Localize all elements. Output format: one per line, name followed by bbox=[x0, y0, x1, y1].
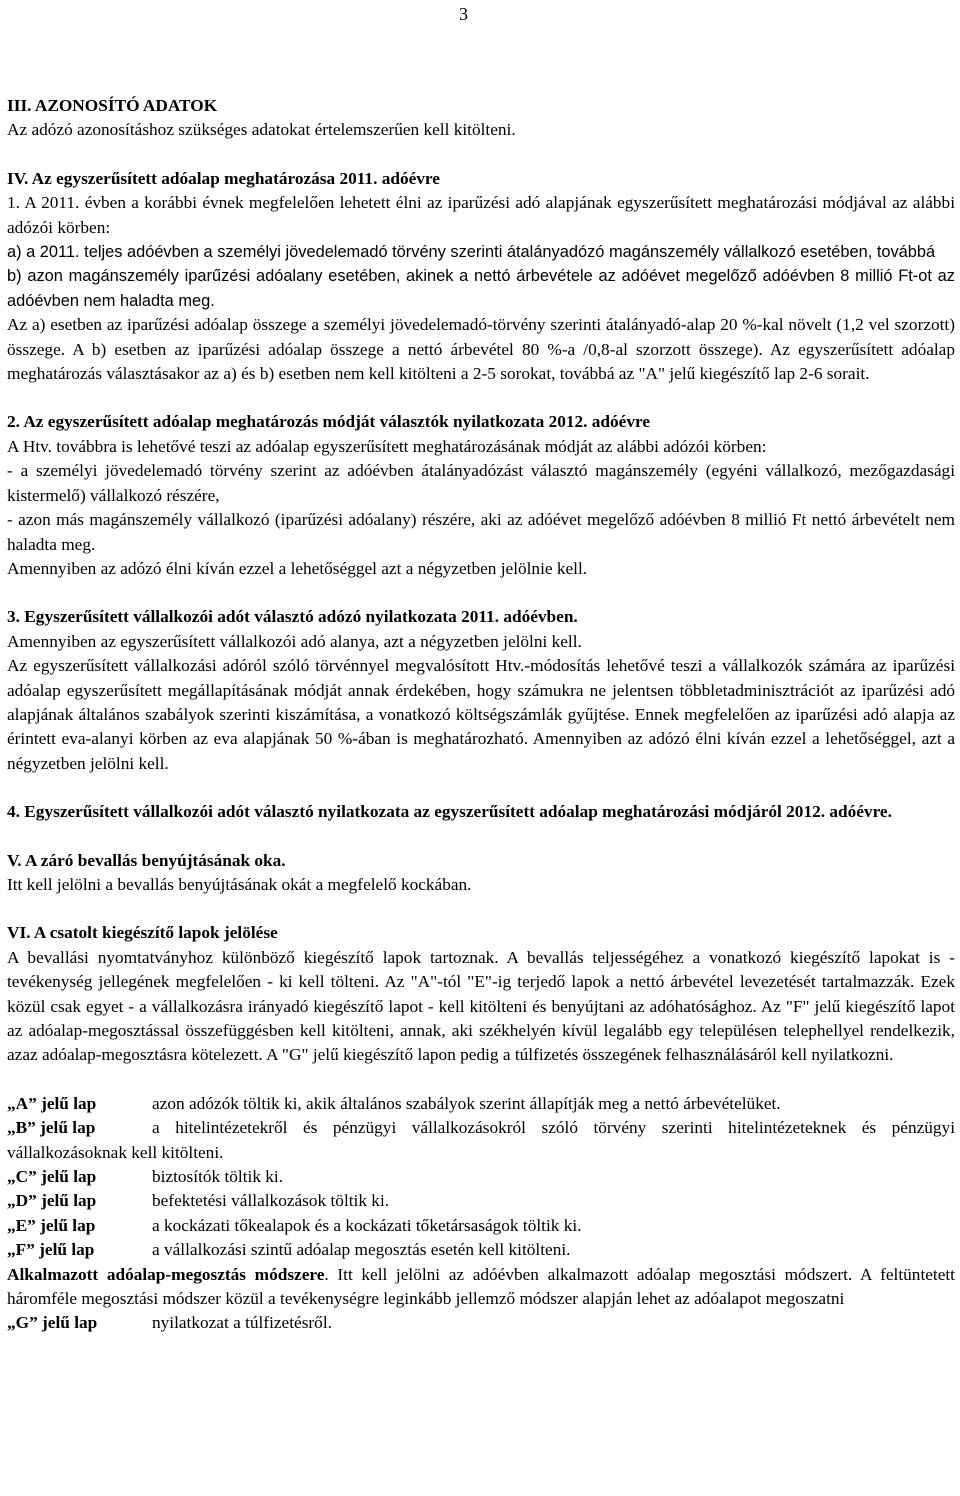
method-paragraph bbox=[7, 1263, 955, 1312]
lap-f-text: a vállalkozási szintű adóalap megosztás esetén kell kitölteni. bbox=[152, 1240, 571, 1260]
section-4-p5: A Htv. továbbra is lehetővé teszi az adóalap egyszerűsített meghatározásának módját az alábbi adózói körben: bbox=[7, 436, 767, 456]
section-4-p4: Az a) esetben az iparűzési adóalap összege a személyi jövedelemadó-törvény szerinti átalányadó-alap 20 %-kal növelt (1,2 vel szorzott) összege. A b) esetben az iparűzési adóalap összege a nettó árbevétel 80 %-a /0,8-al szorzott összege). Az egyszerűsített adóalap meghatározás választásakor az a) és b) esetben nem kell kitölteni a 2-5 sorokat, továbbá az "A" jelű kiegészítő lap 2-6 sorait. bbox=[7, 315, 955, 384]
lap-g bbox=[7, 1311, 955, 1335]
lap-e bbox=[7, 1214, 955, 1238]
lap-g-text: nyilatkozat a túlfizetésről. bbox=[152, 1313, 332, 1333]
lap-a bbox=[7, 1092, 955, 1116]
section-6-title: VI. A csatolt kiegészítő lapok jelölése bbox=[7, 923, 278, 943]
section-4-3-title: 3. Egyszerűsített vállalkozói adót választó adózó nyilatkozata 2011. adóévben. bbox=[7, 607, 578, 627]
method-title: Alkalmazott adóalap-megosztás módszere bbox=[7, 1264, 325, 1284]
section-4-p7: - azon más magánszemély vállalkozó (iparűzési adóalany) részére, aki az adóévet megelőző adóévben 8 millió Ft nettó árbevételt nem haladta meg. bbox=[7, 510, 955, 554]
section-3-text: Az adózó azonosításhoz szükséges adatokat értelemszerűen kell kitölteni. bbox=[7, 120, 516, 140]
method-text: . Itt kell jelölni az adóévben alkalmazott adóalap megosztási módszert. A feltüntetett háromféle megosztási módszer közül a tevékenységre leginkább jellemző módszer alapján lehet az adóalapot megoszatni bbox=[7, 1264, 955, 1309]
lap-f-key: „F” jelű lap bbox=[7, 1240, 95, 1260]
lap-g-key: „G” jelű lap bbox=[7, 1313, 98, 1333]
lap-e-text: a kockázati tőkealapok és a kockázati tőketársaságok töltik ki. bbox=[152, 1215, 582, 1235]
section-4-p1: 1. A 2011. évben a korábbi évnek megfelelően lehetett élni az iparűzési adó alapjának egyszerűsített meghatározási módjával az alábbi adózói körben: bbox=[7, 193, 955, 237]
lap-d-key: „D” jelű lap bbox=[7, 1191, 97, 1211]
section-5-title: V. A záró bevallás benyújtásának oka. bbox=[7, 850, 286, 870]
lap-d-text: befektetési vállalkozások töltik ki. bbox=[152, 1191, 390, 1211]
page-number: 3 bbox=[459, 4, 468, 24]
section-4-4-title: 4. Egyszerűsített vállalkozói adót választó nyilatkozata az egyszerűsített adóalap meghatározási módjáról 2012. adóévre. bbox=[7, 802, 892, 822]
lap-b-key: „B” jelű lap bbox=[7, 1118, 96, 1138]
lap-c bbox=[7, 1165, 955, 1189]
section-4-2-title: 2. Az egyszerűsített adóalap meghatározás módját választók nyilatkozata 2012. adóévre bbox=[7, 412, 651, 432]
lap-a-key: „A” jelű lap bbox=[7, 1093, 97, 1113]
lap-c-text: biztosítók töltik ki. bbox=[152, 1167, 284, 1187]
lap-a-text: azon adózók töltik ki, akik általános szabályok szerint állapítják meg a nettó árbevételüket. bbox=[152, 1093, 781, 1113]
section-4-p3: b) azon magánszemély iparűzési adóalany esetében, akinek a nettó árbevétele az adóévet megelőző adóévben 8 millió Ft-ot az adóévben nem haladta meg. bbox=[7, 267, 955, 310]
lap-e-key: „E” jelű lap bbox=[7, 1215, 96, 1235]
section-3-title: III. AZONOSÍTÓ ADATOK bbox=[7, 96, 218, 115]
lap-b bbox=[7, 1116, 955, 1165]
section-4-p6: - a személyi jövedelemadó törvény szerint az adóévben átalányadózást választó magánszemély (egyéni vállalkozó, mezőgazdasági kistermelő) vállalkozó részére, bbox=[7, 461, 955, 505]
lap-d bbox=[7, 1189, 955, 1213]
document-body bbox=[7, 94, 955, 1336]
section-4-p2: a) a 2011. teljes adóévben a személyi jövedelemadó törvény szerinti átalányadózó magánszemély vállalkozó esetében, továbbá bbox=[7, 243, 936, 262]
section-4-p8: Amennyiben az adózó élni kíván ezzel a lehetőséggel azt a négyzetben jelölnie kell. bbox=[7, 558, 588, 578]
section-6-text: A bevallási nyomtatványhoz különböző kiegészítő lapok tartoznak. A bevallás teljességéhez a vonatkozó kiegészítő lapokat is - tevékenység jellegének megfelelően - ki kell tölteni. Az "A"-tól "E"-ig terjedő lapok a nettó árbevétel levezetését tartalmazzák. Ezek közül csak egyet - a vállalkozásra irányadó kiegészítő lapot - kell kitölteni és benyújtani az adóhatósághoz. Az "F" jelű kiegészítő lapot az adóalap-megosztással összefüggésben kell kitölteni, annak, aki székhelyén kívül legalább egy településen telephellyel rendelkezik, azaz adóalap-megosztásra kötelezett. A "G" jelű kiegészítő lapon pedig a túlfizetés összegének felhasználásáról kell nyilatkozni. bbox=[7, 947, 955, 1065]
section-4-p10: Az egyszerűsített vállalkozási adóról szóló törvénnyel megvalósított Htv.-módosítás lehetővé teszi a vállalkozók számára az iparűzési adóalap egyszerűsített megállapításának módját annak érdekében, hogy számukra ne jelentsen többletadminisztrációt az iparűzési adó alapjának általános szabályok szerinti kiszámítása, a vonatkozó költségszámlák gyűjtése. Ennek megfelelően az iparűzési adó alapja az érintett eva-alanyi körben az eva alapjának 50 %-ában is meghatározható. Amennyiben az adózó élni kíván ezzel a lehetőséggel, azt a négyzetben jelölni kell. bbox=[7, 656, 955, 773]
section-4-p9: Amennyiben az egyszerűsített vállalkozói adó alanya, azt a négyzetben jelölni kell. bbox=[7, 631, 582, 651]
lap-c-key: „C” jelű lap bbox=[7, 1167, 97, 1187]
section-4-title: IV. Az egyszerűsített adóalap meghatározása 2011. adóévre bbox=[7, 168, 440, 188]
section-5-text: Itt kell jelölni a bevallás benyújtásának okát a megfelelő kockában. bbox=[7, 874, 472, 894]
lap-b-text: a hitelintézetekről és pénzügyi vállalkozásokról szóló törvény szerinti hitelintézeteknek és pénzügyi vállalkozásoknak kell kitölteni. bbox=[7, 1118, 955, 1162]
lap-f bbox=[7, 1238, 955, 1262]
